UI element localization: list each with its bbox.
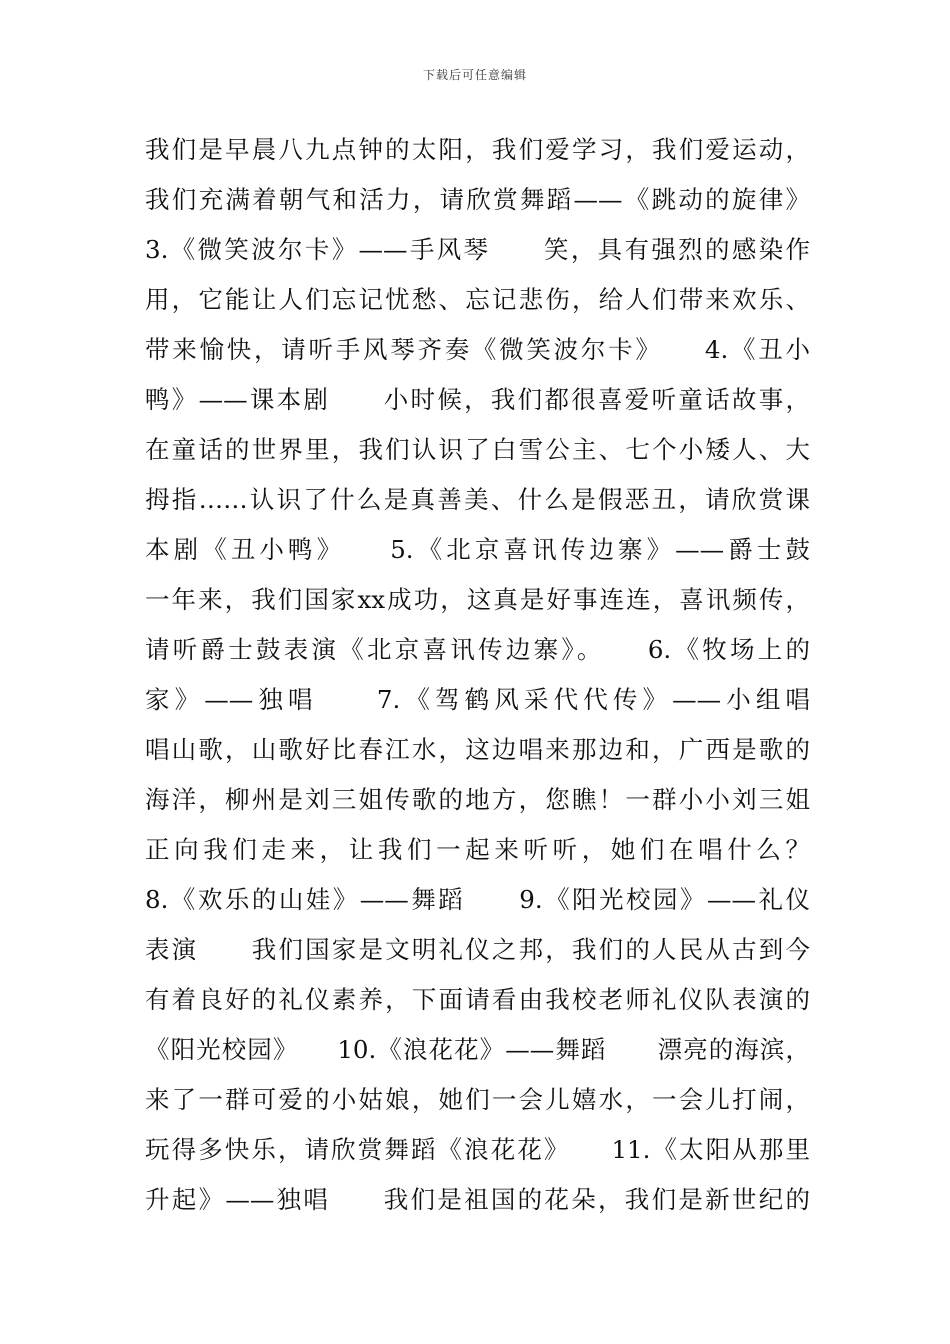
page-header: 下载后可任意编辑: [422, 68, 527, 82]
text-line: 《阳光校园》 10.《浪花花》——舞蹈 漂亮的海滨，: [145, 1035, 810, 1064]
text-line: 在童话的世界里，我们认识了白雪公主、七个小矮人、大: [145, 435, 810, 464]
text-line: 我们充满着朝气和活力，请欣赏舞蹈——《跳动的旋律》: [145, 185, 810, 214]
text-line: 正向我们走来，让我们一起来听听，她们在唱什么？: [145, 835, 810, 864]
text-line: 拇指……认识了什么是真善美、什么是假恶丑，请欣赏课: [145, 485, 810, 514]
text-line: 家》——独唱 7.《驾鹤风采代代传》——小组唱: [145, 685, 810, 714]
text-line: 唱山歌，山歌好比春江水，这边唱来那边和，广西是歌的: [145, 735, 810, 764]
text-line: 来了一群可爱的小姑娘，她们一会儿嬉水，一会儿打闹，: [145, 1085, 810, 1114]
text-line: 8.《欢乐的山娃》——舞蹈 9.《阳光校园》——礼仪: [145, 885, 810, 914]
body-text: [145, 125, 810, 1225]
text-line: 升起》——独唱 我们是祖国的花朵，我们是新世纪的: [145, 1185, 810, 1214]
text-line: 请听爵士鼓表演《北京喜讯传边寨》。 6.《牧场上的: [145, 635, 810, 664]
text-line: 鸭》——课本剧 小时候，我们都很喜爱听童话故事，: [145, 385, 810, 414]
text-line: 我们是早晨八九点钟的太阳，我们爱学习，我们爱运动，: [145, 135, 810, 164]
text-line: 用，它能让人们忘记忧愁、忘记悲伤，给人们带来欢乐、: [145, 285, 810, 314]
text-line: 海洋，柳州是刘三姐传歌的地方，您瞧！一群小小刘三姐: [145, 785, 810, 814]
text-line: 本剧《丑小鸭》 5.《北京喜讯传边寨》——爵士鼓: [145, 535, 810, 564]
text-line: 表演 我们国家是文明礼仪之邦，我们的人民从古到今: [145, 935, 810, 964]
text-line: 一年来，我们国家xx成功，这真是好事连连，喜讯频传，: [145, 585, 810, 614]
text-line: 玩得多快乐，请欣赏舞蹈《浪花花》 11.《太阳从那里: [145, 1135, 810, 1164]
text-line: 有着良好的礼仪素养，下面请看由我校老师礼仪队表演的: [145, 985, 810, 1014]
text-line: 带来愉快，请听手风琴齐奏《微笑波尔卡》 4.《丑小: [145, 335, 810, 364]
text-line: 3.《微笑波尔卡》——手风琴 笑，具有强烈的感染作: [145, 235, 810, 264]
